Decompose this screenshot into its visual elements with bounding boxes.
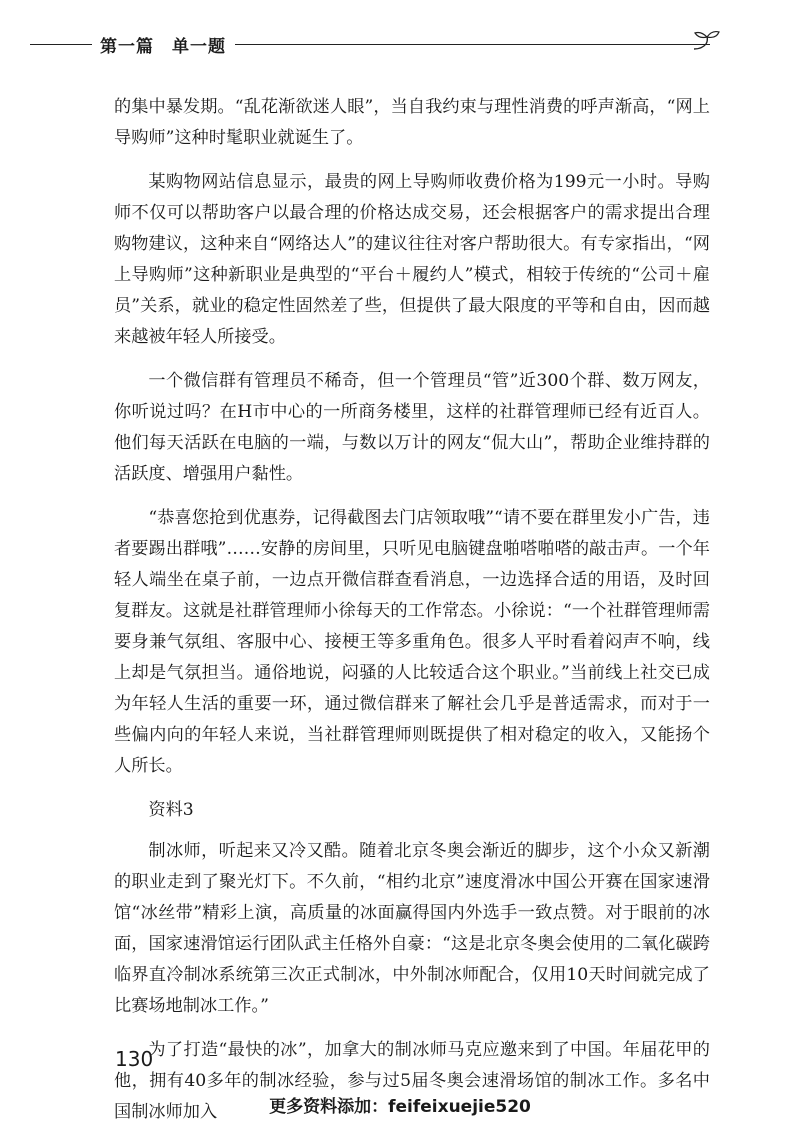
footer-note: 更多资料添加：feifeixuejie520	[269, 1097, 531, 1117]
header-rule-left	[30, 44, 92, 45]
page-number: 130	[115, 1047, 154, 1071]
paragraph-3: 一个微信群有管理员不稀奇，但一个管理员“管”近300个群、数万网友，你听说过吗？在H市中心的一所商务楼里，这样的社群管理师已经有近百人。他们每天活跃在电脑的一端，与数以万计的网友“侃大山”，帮助企业维持群的活跃度、增强用户黏性。	[114, 371, 710, 484]
paragraph-5: 制冰师，听起来又冷又酷。随着北京冬奥会渐近的脚步，这个小众又新潮的职业走到了聚光灯下。不久前，“相约北京”速度滑冰中国公开赛在国家速滑馆“冰丝带”精彩上演，高质量的冰面赢得国内外选手一致点赞。对于眼前的冰面，国家速滑馆运行团队武主任格外自豪：“这是北京冬奥会使用的二氧化碳跨临界直冷制冰系统第三次正式制冰，中外制冰师配合，仅用10天时间就完成了比赛场地制冰工作。”	[114, 841, 710, 1016]
paragraph-4: “恭喜您抢到优惠券，记得截图去门店领取哦”“请不要在群里发小广告，违者要踢出群哦”……安静的房间里，只听见电脑键盘啪嗒啪嗒的敲击声。一个年轻人端坐在桌子前，一边点开微信群查看消息，一边选择合适的用语，及时回复群友。这就是社群管理师小徐每天的工作常态。小徐说：“一个社群管理师需要身兼气氛组、客服中心、接梗王等多重角色。很多人平时看着闷声不响，线上却是气氛担当。通俗地说，闷骚的人比较适合这个职业。”当前线上社交已成为年轻人生活的重要一环，通过微信群来了解社会几乎是普适需求，而对于一些偏内向的年轻人来说，当社群管理师则既提供了相对稳定的收入，又能扬个人所长。	[114, 508, 710, 776]
header-rule-right	[235, 44, 710, 45]
page-body	[114, 92, 710, 1141]
paragraph-2: 某购物网站信息显示，最贵的网上导购师收费价格为199元一小时。导购师不仅可以帮助客户以最合理的价格达成交易，还会根据客户的需求提出合理购物建议，这种来自“网络达人”的建议往往对客户帮助很大。有专家指出，“网上导购师”这种新职业是典型的“平台＋履约人”模式，相较于传统的“公司＋雇员”关系，就业的稳定性固然差了些，但提供了最大限度的平等和自由，因而越来越被年轻人所接受。	[114, 172, 710, 347]
paragraph-6: 为了打造“最快的冰”，加拿大的制冰师马克应邀来到了中国。年届花甲的他，拥有40多年的制冰经验，参与过5届冬奥会速滑场馆的制冰工作。多名中国制冰师加入	[114, 1040, 710, 1122]
paragraph-1: 的集中暴发期。“乱花渐欲迷人眼”，当自我约束与理性消费的呼声渐高，“网上导购师”这种时髦职业就诞生了。	[114, 97, 710, 148]
running-header	[30, 30, 720, 60]
section-heading: 资料3	[148, 800, 194, 820]
sprout-icon	[692, 30, 722, 52]
section-title: 第一篇 单一题	[100, 37, 226, 57]
